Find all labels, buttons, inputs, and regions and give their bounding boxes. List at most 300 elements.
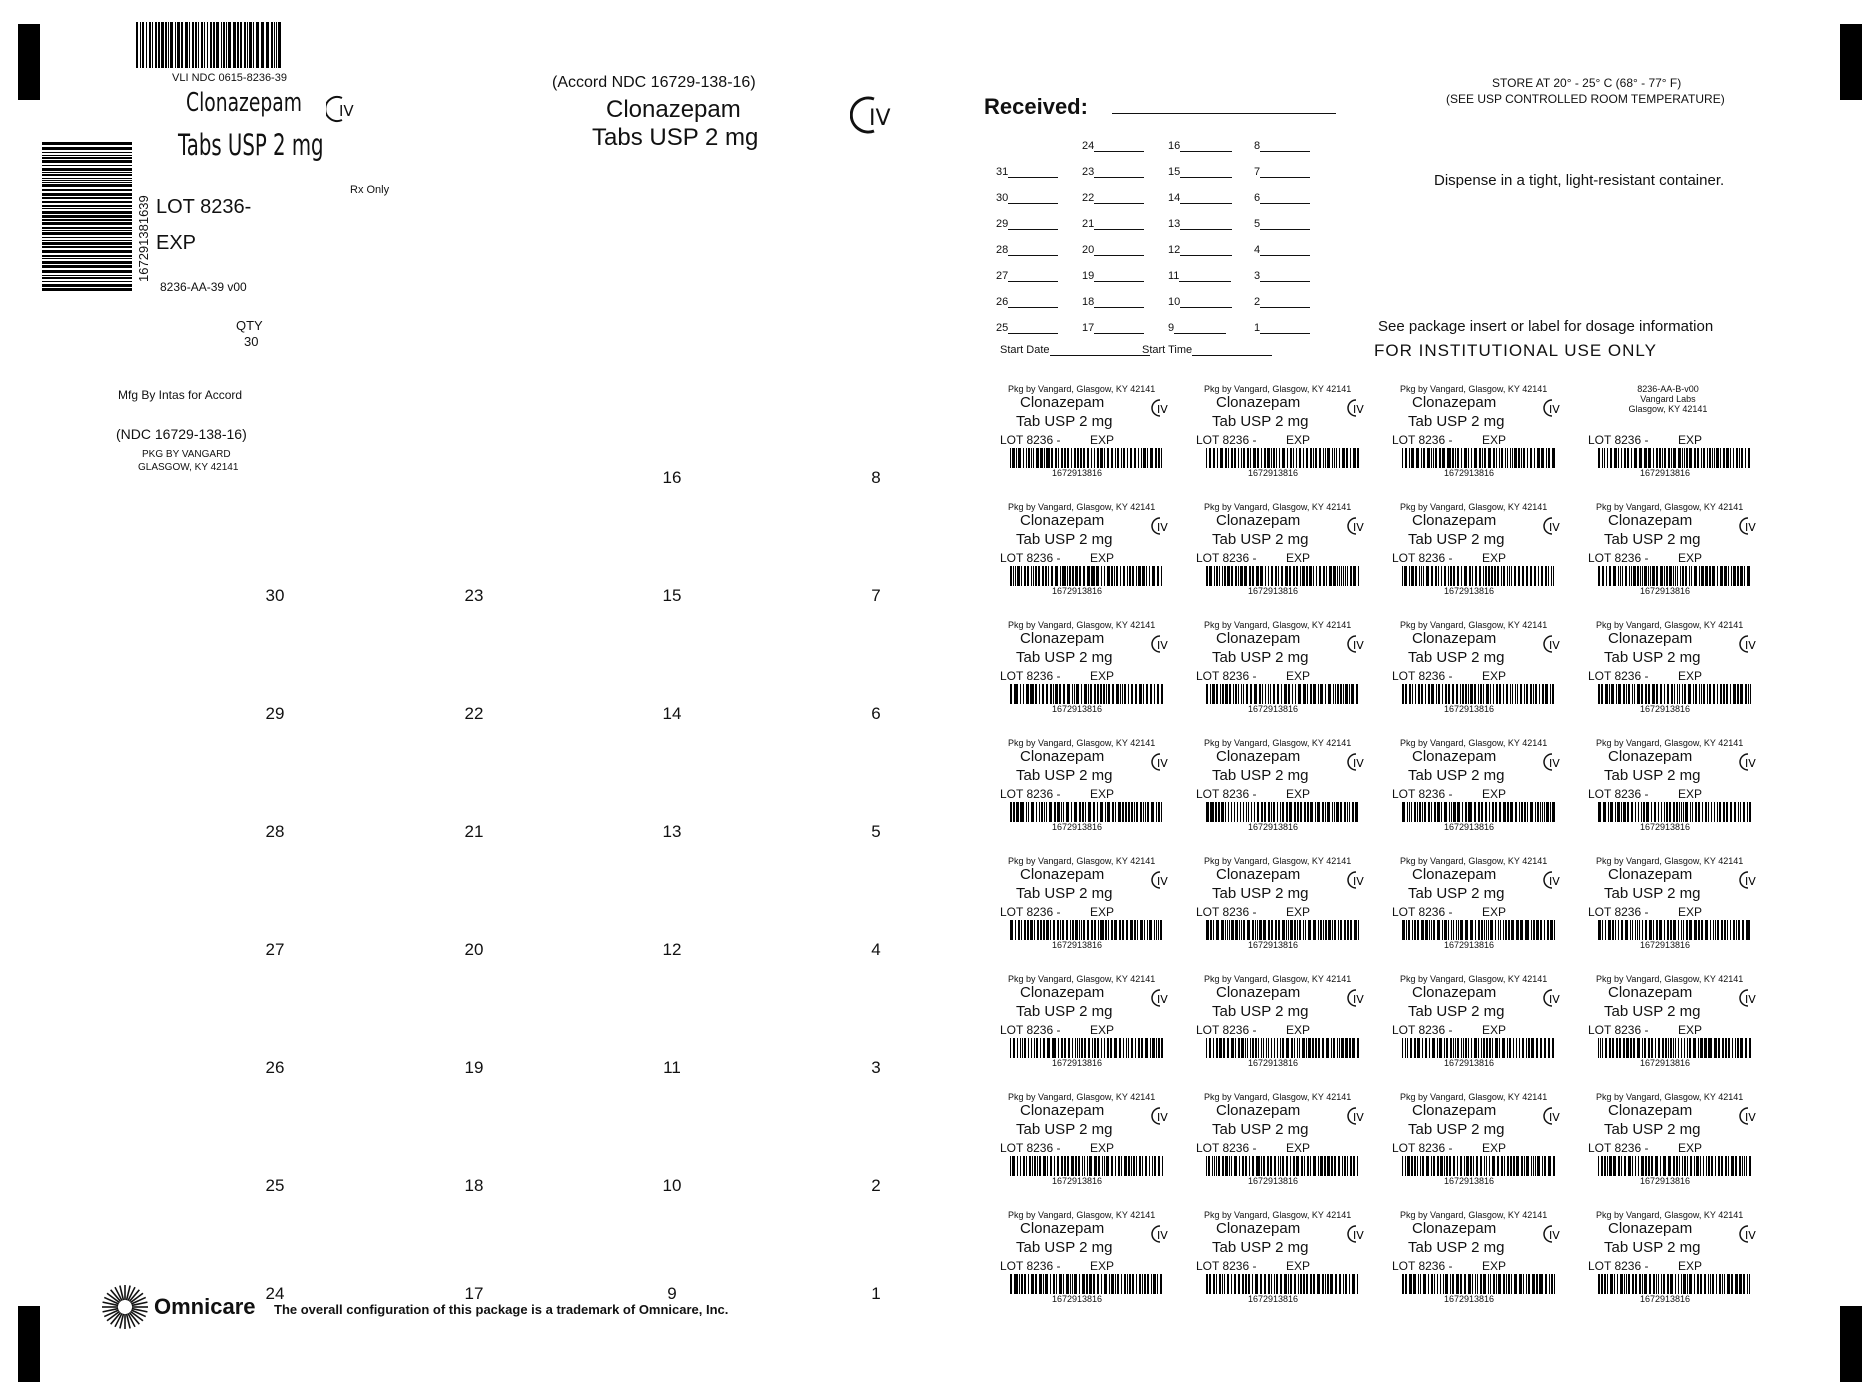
barcode-bar — [1701, 920, 1703, 940]
barcode-bar — [1349, 684, 1350, 704]
start-date-line[interactable] — [1050, 355, 1150, 356]
barcode-bar — [1637, 1038, 1640, 1058]
dose-entry[interactable] — [1168, 218, 1232, 230]
start-time-line[interactable] — [1192, 355, 1272, 356]
barcode-bar — [1051, 448, 1053, 468]
dose-line[interactable] — [1094, 203, 1144, 204]
barcode-bar — [1445, 684, 1447, 704]
dose-line[interactable] — [1008, 229, 1058, 230]
barcode-bar — [1526, 1156, 1528, 1176]
barcode-bar — [1552, 802, 1555, 822]
dose-entry[interactable] — [1254, 140, 1310, 152]
barcode-bar — [1161, 1038, 1163, 1058]
label-schedule-iv-text: IV — [1745, 1229, 1756, 1242]
dose-entry[interactable] — [1254, 244, 1310, 256]
barcode-bar — [170, 22, 173, 68]
barcode-bar — [1335, 1274, 1337, 1294]
barcode-bar — [1701, 684, 1702, 704]
dose-entry[interactable] — [1254, 192, 1310, 204]
barcode-bar — [1046, 920, 1049, 940]
barcode-bar — [1059, 684, 1061, 704]
dose-line[interactable] — [1094, 151, 1144, 152]
barcode-bar — [1526, 920, 1529, 940]
barcode-bar — [1728, 566, 1730, 586]
barcode-bar — [266, 22, 269, 68]
barcode-bar — [1526, 684, 1528, 704]
barcode-bar — [1492, 802, 1494, 822]
barcode-bar — [1516, 920, 1519, 940]
dose-line[interactable] — [1008, 307, 1058, 308]
barcode-bar — [1402, 1156, 1403, 1176]
top-barcode — [136, 22, 304, 68]
dose-line[interactable] — [1180, 229, 1232, 230]
barcode-bar — [1282, 1038, 1284, 1058]
vli-ndc: VLI NDC 0615-8236-39 — [172, 72, 287, 84]
barcode-bar — [1146, 684, 1148, 704]
barcode-bar — [1519, 802, 1520, 822]
barcode-bar — [1497, 566, 1499, 586]
barcode-bar — [1114, 566, 1115, 586]
dose-line[interactable] — [1260, 151, 1310, 152]
barcode-bar — [1137, 920, 1139, 940]
barcode-bar — [1616, 684, 1618, 704]
label-strength: Tab USP 2 mg — [1016, 531, 1113, 548]
label-lot: LOT 8236 - — [1392, 905, 1453, 919]
label-schedule-iv-text: IV — [1353, 639, 1364, 652]
barcode-bar — [1214, 566, 1215, 586]
barcode-bar — [1632, 1274, 1634, 1294]
dose-line[interactable] — [1260, 333, 1310, 334]
barcode-bar — [1482, 448, 1484, 468]
barcode-bar — [1345, 1274, 1347, 1294]
barcode-bar — [1673, 448, 1676, 468]
dose-line[interactable] — [1174, 333, 1226, 334]
barcode-bar — [1323, 1274, 1324, 1294]
barcode-bar — [1649, 684, 1650, 704]
label-schedule-iv-text: IV — [1745, 521, 1756, 534]
barcode-bar — [1504, 1156, 1505, 1176]
barcode-bar — [1082, 1156, 1083, 1176]
barcode-bar — [1219, 1038, 1222, 1058]
barcode-bar — [1071, 448, 1072, 468]
dose-entry[interactable] — [1254, 218, 1310, 230]
barcode-bar — [42, 227, 132, 229]
barcode-bar — [1122, 802, 1124, 822]
barcode-bar — [1319, 448, 1321, 468]
barcode-bar — [249, 22, 252, 68]
barcode-bar — [1282, 920, 1285, 940]
barcode-bar — [1122, 920, 1124, 940]
barcode-bar — [1635, 1156, 1636, 1176]
dose-entry[interactable] — [1168, 296, 1232, 308]
barcode-bar — [1100, 448, 1103, 468]
barcode-bar — [1683, 802, 1684, 822]
barcode-bar — [1621, 920, 1623, 940]
label-barcode — [1598, 1038, 1752, 1058]
barcode-bar — [1104, 566, 1105, 586]
barcode-bar — [1533, 920, 1535, 940]
barcode-bar — [1128, 684, 1130, 704]
dose-line[interactable] — [1094, 333, 1144, 334]
barcode-bar — [1090, 684, 1092, 704]
barcode-bar — [1465, 802, 1467, 822]
dose-line[interactable] — [1260, 307, 1310, 308]
label-pkg-by: Pkg by Vangard, Glasgow, KY 42141 — [1596, 620, 1744, 630]
dose-line[interactable] — [1260, 255, 1310, 256]
dose-entry[interactable] — [1168, 244, 1232, 256]
start-date-field[interactable] — [1000, 344, 1150, 356]
dose-line[interactable] — [1008, 177, 1058, 178]
barcode-bar — [1542, 1156, 1543, 1176]
barcode-bar — [42, 258, 132, 259]
barcode-bar — [1486, 1156, 1487, 1176]
barcode-bar — [1044, 448, 1045, 468]
dose-line[interactable] — [1094, 307, 1144, 308]
center-drug-strength: Tabs USP 2 mg — [592, 124, 759, 151]
barcode-bar — [1140, 802, 1142, 822]
barcode-bar — [278, 22, 281, 68]
barcode-bar — [1210, 920, 1212, 940]
dose-entry[interactable] — [1254, 270, 1310, 282]
barcode-bar — [1420, 1156, 1422, 1176]
label-lot: LOT 8236 - — [1392, 1141, 1453, 1155]
dose-entry[interactable] — [1168, 322, 1226, 334]
barcode-bar — [1749, 1156, 1752, 1176]
dose-entry[interactable] — [1254, 322, 1310, 334]
barcode-bar — [1736, 920, 1737, 940]
barcode-bar — [1281, 566, 1283, 586]
barcode-bar — [1111, 1156, 1113, 1176]
barcode-bar — [1480, 1274, 1483, 1294]
barcode-bar — [1625, 920, 1628, 940]
barcode-bar — [1222, 1274, 1223, 1294]
barcode-bar — [1425, 920, 1428, 940]
barcode-bar — [1619, 1156, 1620, 1176]
barcode-bar — [1145, 1038, 1147, 1058]
barcode-bar — [1708, 1274, 1710, 1294]
barcode-bar — [1728, 1038, 1730, 1058]
dose-entry[interactable] — [1082, 166, 1144, 178]
dose-number: 25 — [996, 322, 1009, 334]
dose-entry[interactable] — [996, 296, 1058, 308]
barcode-bar — [1031, 448, 1032, 468]
label-exp: EXP — [1678, 1023, 1703, 1037]
barcode-bar — [1217, 448, 1219, 468]
barcode-bar — [1743, 1274, 1746, 1294]
label-barcode — [1206, 1038, 1360, 1058]
dose-entry[interactable] — [1168, 192, 1232, 204]
dose-entry[interactable] — [996, 244, 1058, 256]
barcode-bar — [1047, 1038, 1049, 1058]
barcode-bar — [1013, 802, 1015, 822]
barcode-bar — [1285, 1274, 1287, 1294]
dose-entry[interactable] — [996, 270, 1058, 282]
barcode-bar — [1247, 920, 1250, 940]
dose-line[interactable] — [1008, 333, 1058, 334]
barcode-bar — [1152, 1038, 1154, 1058]
barcode-bar — [1111, 566, 1114, 586]
barcode-bar — [1350, 566, 1352, 586]
barcode-bar — [1310, 802, 1313, 822]
label-exp: EXP — [1286, 1023, 1311, 1037]
barcode-bar — [1512, 684, 1513, 704]
barcode-bar — [1725, 1156, 1727, 1176]
registration-mark-top-left — [18, 24, 40, 100]
label-lot: LOT 8236 - — [1588, 905, 1649, 919]
dose-line[interactable] — [1008, 203, 1058, 204]
barcode-bar — [1717, 802, 1718, 822]
barcode-bar — [175, 22, 176, 68]
blister-number: 10 — [662, 1176, 682, 1195]
label-strength: Tab USP 2 mg — [1016, 885, 1113, 902]
barcode-bar — [1328, 684, 1331, 704]
barcode-bar — [1035, 566, 1037, 586]
barcode-bar — [1489, 1038, 1491, 1058]
dose-entry[interactable] — [1168, 166, 1232, 178]
barcode-bar — [1507, 566, 1508, 586]
barcode-bar — [1608, 802, 1610, 822]
barcode-bar — [1507, 1038, 1509, 1058]
barcode-bar — [1435, 448, 1438, 468]
barcode-bar — [1648, 566, 1649, 586]
dose-line[interactable] — [1260, 229, 1310, 230]
unit-dose-label — [1196, 738, 1366, 838]
barcode-bar — [1225, 1156, 1227, 1176]
barcode-bar — [1306, 566, 1307, 586]
barcode-bar — [1739, 1274, 1742, 1294]
barcode-bar — [1235, 684, 1237, 704]
dose-line[interactable] — [1094, 229, 1144, 230]
barcode-bar — [1737, 1038, 1739, 1058]
dose-entry[interactable] — [1082, 140, 1144, 152]
barcode-bar — [1444, 1038, 1446, 1058]
barcode-bar — [1631, 448, 1632, 468]
dose-line[interactable] — [1260, 203, 1310, 204]
barcode-bar — [1746, 1156, 1747, 1176]
barcode-bar — [1087, 566, 1090, 586]
label-drug-name: Clonazepam — [1020, 984, 1105, 1001]
barcode-bar — [1710, 920, 1711, 940]
barcode-bar — [1063, 1274, 1065, 1294]
dose-line[interactable] — [1094, 281, 1144, 282]
blister-number: 27 — [265, 940, 285, 959]
dose-line[interactable] — [1180, 203, 1232, 204]
barcode-bar — [1093, 802, 1095, 822]
dose-entry[interactable] — [1082, 218, 1144, 230]
barcode-bar — [1428, 802, 1430, 822]
barcode-bar — [1140, 920, 1143, 940]
unit-dose-label — [1196, 384, 1366, 484]
barcode-bar — [1651, 1156, 1653, 1176]
barcode-bar — [1452, 684, 1454, 704]
barcode-bar — [1444, 802, 1447, 822]
label-schedule-iv-text: IV — [1157, 639, 1168, 652]
barcode-bar — [1719, 802, 1721, 822]
barcode-bar — [1431, 920, 1432, 940]
barcode-bar — [1071, 1156, 1074, 1176]
barcode-bar — [1635, 1274, 1637, 1294]
barcode-bar — [1419, 566, 1420, 586]
barcode-bar — [1252, 1038, 1255, 1058]
barcode-bar — [1334, 448, 1335, 468]
dose-entry[interactable] — [1082, 296, 1144, 308]
barcode-bar — [1128, 1038, 1129, 1058]
barcode-bar — [1664, 920, 1665, 940]
barcode-bar — [1208, 1156, 1210, 1176]
barcode-bar — [1332, 920, 1333, 940]
received-line[interactable] — [1112, 113, 1336, 114]
barcode-bar — [1694, 448, 1697, 468]
barcode-bar — [1218, 802, 1220, 822]
barcode-bar — [42, 261, 132, 264]
barcode-bar — [1225, 920, 1226, 940]
dose-line[interactable] — [1180, 255, 1232, 256]
barcode-bar — [42, 222, 132, 225]
barcode-bar — [1639, 920, 1640, 940]
label-lot: LOT 8236 - — [1196, 433, 1257, 447]
label-schedule-iv-text: IV — [1549, 1229, 1560, 1242]
barcode-bar — [1433, 920, 1435, 940]
barcode-bar — [1466, 1156, 1468, 1176]
dose-entry[interactable] — [996, 322, 1058, 334]
barcode-bar — [1023, 684, 1025, 704]
dose-line[interactable] — [1180, 177, 1232, 178]
barcode-bar — [1276, 1274, 1278, 1294]
dose-entry[interactable] — [996, 192, 1058, 204]
barcode-bar — [192, 22, 194, 68]
barcode-bar — [1501, 448, 1503, 468]
dose-line[interactable] — [1094, 255, 1144, 256]
dose-line[interactable] — [1008, 255, 1058, 256]
label-schedule-iv-icon — [1542, 1106, 1562, 1126]
label-schedule-iv-icon — [1738, 516, 1758, 536]
dose-line[interactable] — [1180, 151, 1232, 152]
barcode-bar — [1119, 1038, 1121, 1058]
dose-entry[interactable] — [1082, 244, 1144, 256]
barcode-bar — [1422, 802, 1423, 822]
label-barcode-number: 1672913816 — [1248, 1058, 1299, 1068]
barcode-bar — [1537, 448, 1540, 468]
barcode-bar — [1229, 684, 1231, 704]
barcode-bar — [1683, 920, 1685, 940]
dose-line[interactable] — [1008, 281, 1058, 282]
barcode-bar — [1461, 448, 1462, 468]
label-drug-name: Clonazepam — [1216, 984, 1301, 1001]
barcode-bar — [1053, 1274, 1055, 1294]
barcode-bar — [1145, 802, 1146, 822]
barcode-bar — [1745, 684, 1747, 704]
label-schedule-iv-text: IV — [1353, 1229, 1364, 1242]
barcode-bar — [1097, 684, 1099, 704]
barcode-bar — [1212, 684, 1215, 704]
barcode-bar — [1533, 1156, 1534, 1176]
barcode-bar — [1615, 920, 1616, 940]
label-exp: EXP — [1482, 433, 1507, 447]
dose-line[interactable] — [1260, 177, 1310, 178]
barcode-bar — [1134, 920, 1136, 940]
barcode-bar — [1126, 1038, 1127, 1058]
dose-entry[interactable] — [1082, 192, 1144, 204]
barcode-bar — [1050, 684, 1052, 704]
barcode-bar — [1685, 566, 1687, 586]
label-exp: EXP — [1286, 1259, 1311, 1273]
barcode-bar — [1235, 1038, 1237, 1058]
dose-line[interactable] — [1179, 281, 1231, 282]
barcode-bar — [1224, 566, 1226, 586]
barcode-bar — [1548, 448, 1549, 468]
barcode-bar — [1244, 566, 1247, 586]
dose-entry[interactable] — [1082, 270, 1144, 282]
barcode-bar — [1667, 1274, 1670, 1294]
barcode-bar — [1666, 566, 1668, 586]
barcode-bar — [1733, 448, 1734, 468]
barcode-bar — [1306, 1038, 1307, 1058]
label-barcode-number: 1672913816 — [1248, 468, 1299, 478]
barcode-bar — [1618, 684, 1620, 704]
dose-line[interactable] — [1180, 307, 1232, 308]
unit-dose-label — [1588, 974, 1758, 1074]
barcode-bar — [1115, 1274, 1117, 1294]
barcode-bar — [1428, 684, 1430, 704]
blister-number: 25 — [265, 1176, 285, 1195]
barcode-bar — [1265, 566, 1267, 586]
barcode-bar — [1053, 920, 1055, 940]
barcode-bar — [1478, 802, 1480, 822]
blister-number: 20 — [464, 940, 484, 959]
dose-entry[interactable] — [1168, 140, 1232, 152]
barcode-bar — [1145, 1156, 1147, 1176]
label-barcode — [1598, 684, 1752, 704]
start-time-field[interactable] — [1142, 344, 1272, 356]
blister-number: 1 — [871, 1284, 881, 1303]
dose-entry[interactable] — [1168, 270, 1231, 282]
barcode-bar — [1121, 1156, 1122, 1176]
dose-line[interactable] — [1260, 281, 1310, 282]
barcode-bar — [1310, 684, 1312, 704]
barcode-bar — [244, 22, 246, 68]
dose-entry[interactable] — [996, 218, 1058, 230]
barcode-bar — [1021, 802, 1023, 822]
barcode-bar — [1047, 448, 1050, 468]
label-barcode-number: 1672913816 — [1052, 704, 1103, 714]
barcode-bar — [1068, 1038, 1070, 1058]
dose-entry[interactable] — [996, 166, 1058, 178]
barcode-bar — [1689, 566, 1690, 586]
barcode-bar — [1047, 1156, 1048, 1176]
dose-entry[interactable] — [1254, 166, 1310, 178]
label-schedule-iv-icon — [1738, 634, 1758, 654]
barcode-bar — [1155, 448, 1158, 468]
barcode-bar — [1357, 1038, 1359, 1058]
barcode-bar — [1665, 1038, 1667, 1058]
dose-entry[interactable] — [1082, 322, 1144, 334]
label-exp: EXP — [1090, 1141, 1115, 1155]
barcode-bar — [1432, 1038, 1434, 1058]
barcode-bar — [1521, 1156, 1523, 1176]
barcode-bar — [1449, 1156, 1451, 1176]
barcode-bar — [1683, 1274, 1686, 1294]
barcode-bar — [1708, 1156, 1710, 1176]
barcode-bar — [1687, 1274, 1688, 1294]
barcode-bar — [1081, 1038, 1083, 1058]
dose-line[interactable] — [1094, 177, 1144, 178]
barcode-bar — [1289, 802, 1292, 822]
barcode-bar — [1268, 802, 1270, 822]
barcode-bar — [1218, 1156, 1220, 1176]
barcode-bar — [1724, 1274, 1725, 1294]
label-barcode-number: 1672913816 — [1444, 1294, 1495, 1304]
dose-entry[interactable] — [1254, 296, 1310, 308]
